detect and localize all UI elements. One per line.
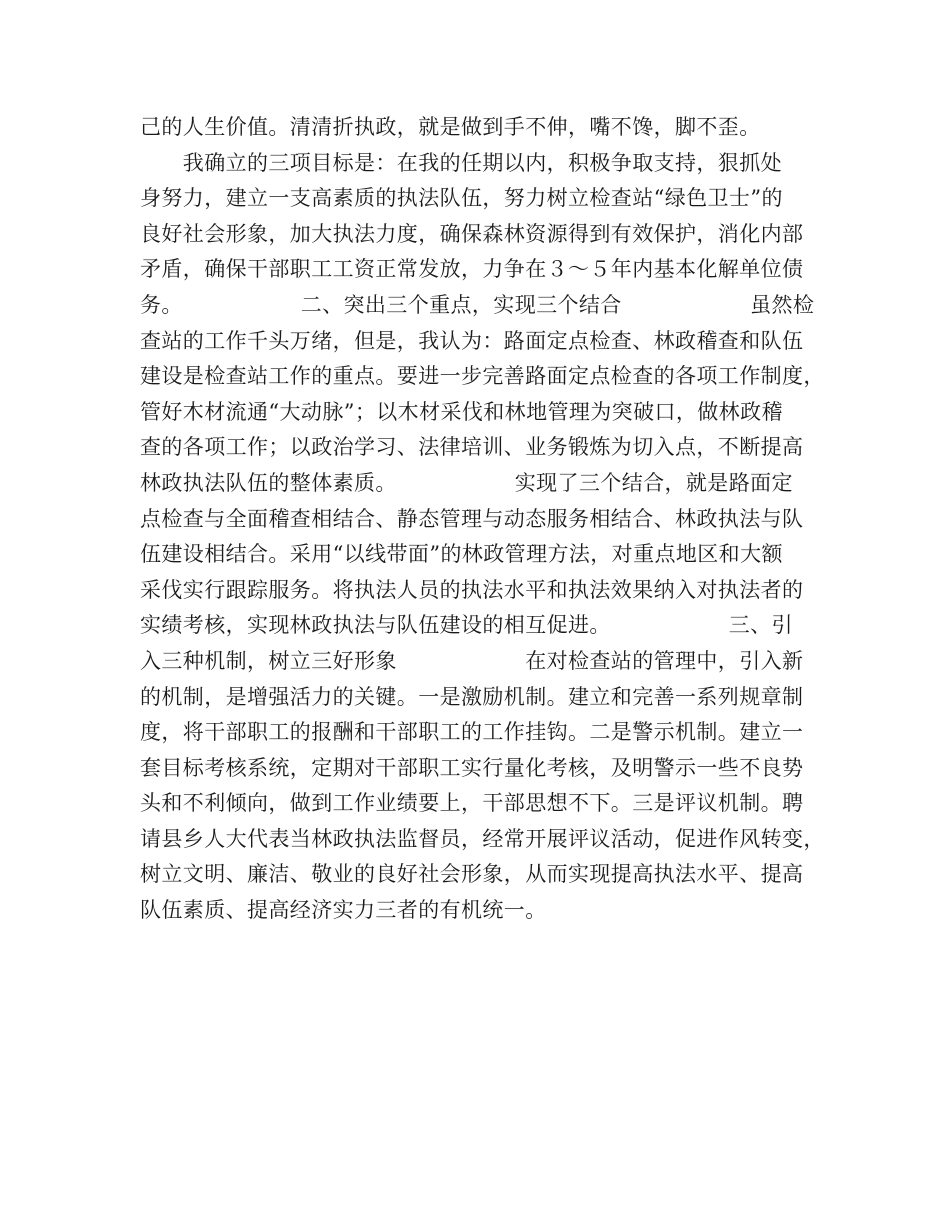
text-line: 点检查与全面稽查相结合、静态管理与动态服务相结合、林政执法与队	[140, 506, 804, 531]
text-line: 请县乡人大代表当林政执法监督员，经常开展评议活动，促进作风转变，	[140, 826, 825, 851]
text-line: 实绩考核，实现林政执法与队伍建设的相互促进。 三、引	[140, 613, 793, 638]
text-line: 套目标考核系统，定期对干部职工实行量化考核，及明警示一些不良势	[140, 755, 804, 780]
text-line: 头和不利倾向，做到工作业绩要上，干部思想不下。三是评议机制。聘	[140, 791, 804, 816]
text-line: 务。 二、突出三个重点，实现三个结合 虽然检	[140, 292, 815, 317]
text-line: 我确立的三项目标是：在我的任期以内，积极争取支持，狠抓处	[140, 150, 782, 175]
text-line: 良好社会形象，加大执法力度，确保森林资源得到有效保护，消化内部	[140, 221, 804, 246]
text-line: 查的各项工作；以政治学习、法律培训、业务锻炼为切入点，不断提高	[140, 435, 804, 460]
text-line: 查站的工作千头万绪，但是，我认为：路面定点检查、林政稽查和队伍	[140, 328, 804, 353]
text-line: 己的人生价值。清清折执政，就是做到手不伸，嘴不馋，脚不歪。	[140, 115, 761, 139]
text-line: 矛盾，确保干部职工工资正常发放，力争在３～５年内基本化解单位债	[140, 257, 804, 282]
text-line: 度，将干部职工的报酬和干部职工的工作挂钩。二是警示机制。建立一	[140, 720, 804, 745]
text-line: 树立文明、廉洁、敬业的良好社会形象，从而实现提高执法水平、提高	[140, 862, 804, 887]
text-line: 管好木材流通“大动脉”；以木材采伐和林地管理为突破口，做林政稽	[140, 399, 783, 424]
text-line: 伍建设相结合。采用“以线带面”的林政管理方法，对重点地区和大额	[140, 542, 783, 567]
text-line: 建设是检查站工作的重点。要进一步完善路面定点检查的各项工作制度，	[140, 364, 825, 389]
text-line: 身努力，建立一支高素质的执法队伍，努力树立检查站“绿色卫士”的	[140, 186, 783, 211]
body-text	[140, 110, 825, 929]
text-line: 入三种机制，树立三好形象 在对检查站的管理中，引入新	[140, 648, 804, 673]
text-line: 林政执法队伍的整体素质。 实现了三个结合，就是路面定	[140, 470, 793, 495]
text-line: 采伐实行跟踪服务。将执法人员的执法水平和执法效果纳入对执法者的	[140, 577, 804, 602]
text-line: 队伍素质、提高经济实力三者的有机统一。	[140, 898, 547, 923]
text-line: 的机制，是增强活力的关键。一是激励机制。建立和完善一系列规章制	[140, 684, 804, 709]
